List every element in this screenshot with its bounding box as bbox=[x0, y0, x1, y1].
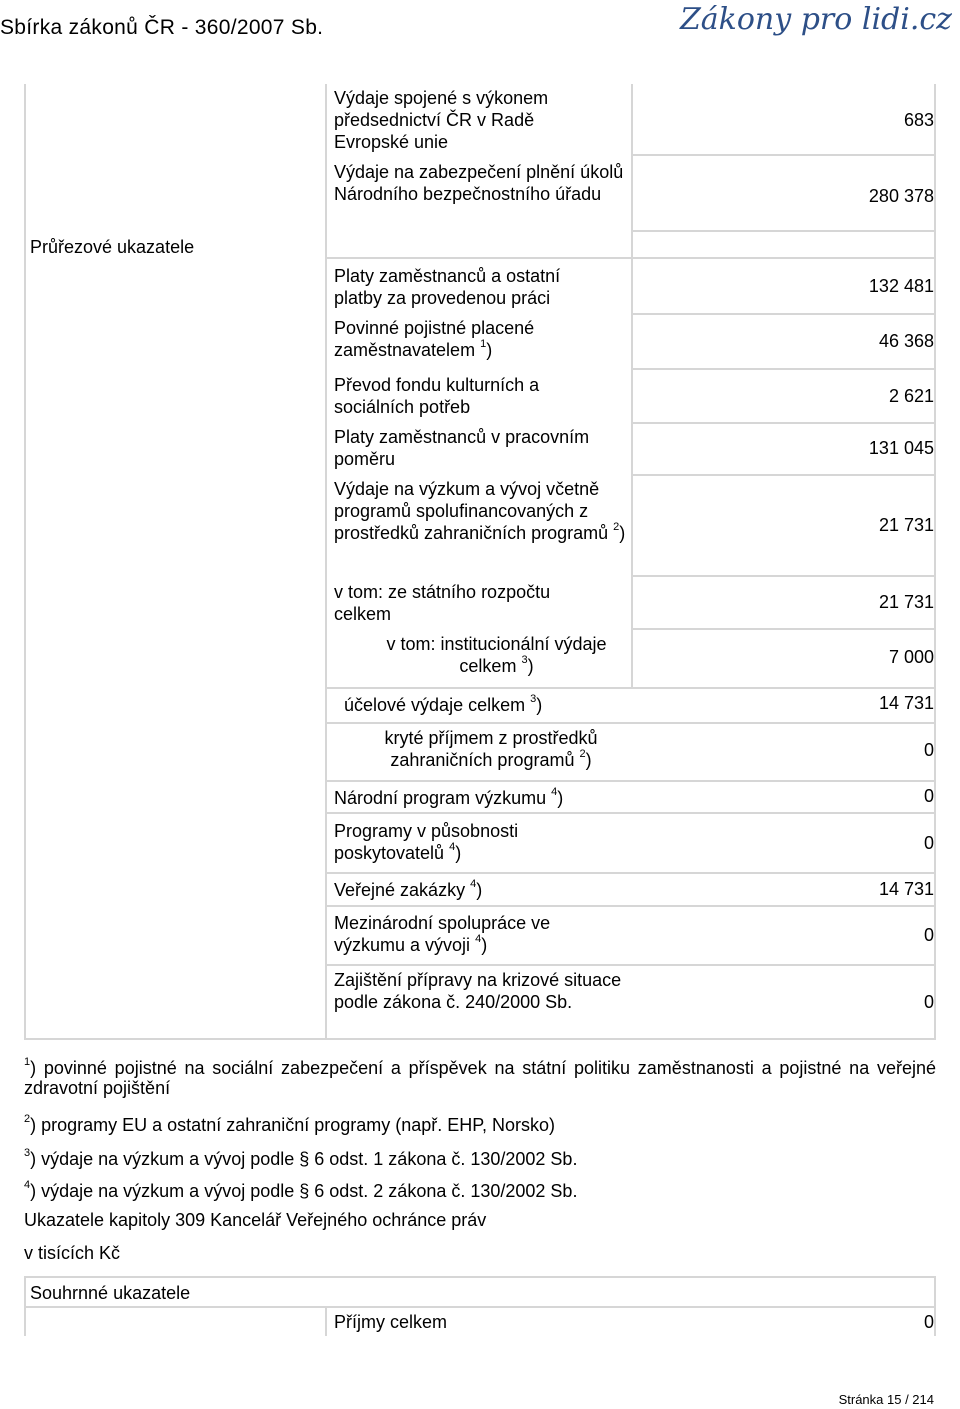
row-label: Příjmy celkem bbox=[334, 1312, 448, 1332]
table-rule bbox=[631, 84, 633, 688]
table-rule bbox=[631, 474, 935, 476]
row-label: v tom: institucionální výdaje celkem $^3$) bbox=[386, 634, 607, 676]
row-value: 0 bbox=[923, 1312, 934, 1332]
row-value: 280 378 bbox=[868, 186, 934, 206]
table-rule bbox=[325, 872, 935, 874]
row-label: Národní program výzkumu $^4$) bbox=[334, 786, 564, 808]
table-rule bbox=[325, 1306, 327, 1336]
row-value: 21 731 bbox=[878, 515, 934, 535]
table-rule bbox=[24, 1276, 936, 1278]
row-label: Zajištění přípravy na krizové situace podle zákona č. 240/2000 Sb. bbox=[334, 970, 622, 1012]
row-value: 2 621 bbox=[888, 386, 934, 406]
row-label: Programy v působnosti poskytovatelů $^4$) bbox=[334, 821, 519, 863]
table-rule bbox=[325, 84, 327, 1040]
table-rule bbox=[631, 575, 935, 577]
table-rule bbox=[325, 812, 935, 814]
row-value: 14 731 bbox=[878, 693, 934, 713]
table-rule bbox=[325, 964, 935, 966]
table-rule bbox=[325, 722, 935, 724]
row-label: Platy zaměstnanců a ostatní platby za provedenou práci bbox=[334, 266, 561, 308]
table-rule bbox=[24, 1276, 26, 1336]
row-label: Mezinárodní spolupráce ve výzkumu a vývoji $^4$) bbox=[334, 913, 551, 955]
row-label: kryté příjmem z prostředků zahraničních programů $^2$) bbox=[384, 728, 598, 770]
row-value: 0 bbox=[923, 786, 934, 806]
row-value: 0 bbox=[923, 925, 934, 945]
row-label: Výdaje na výzkum a vývoj včetně programů spolufinancovaných z prostředků zahraničních programů $^2$) bbox=[334, 479, 626, 543]
section-label: Souhrnné ukazatele bbox=[30, 1283, 191, 1303]
row-value: 46 368 bbox=[878, 331, 934, 351]
table-rule bbox=[631, 313, 935, 315]
row-label: Výdaje spojené s výkonem předsednictví ČR v Radě Evropské unie bbox=[334, 88, 549, 152]
table-rule bbox=[631, 230, 935, 232]
footnote: $^3$) výdaje na výzkum a vývoj podle § 6 odst. 1 zákona č. 130/2002 Sb. bbox=[24, 1147, 578, 1169]
table-rule bbox=[325, 780, 935, 782]
row-value: 0 bbox=[923, 992, 934, 1012]
row-label: Platy zaměstnanců v pracovním poměru bbox=[334, 427, 590, 469]
site-logo[interactable]: Zákony pro lidi.cz bbox=[679, 2, 952, 37]
footnote: $^4$) výdaje na výzkum a vývoj podle § 6 odst. 2 zákona č. 130/2002 Sb. bbox=[24, 1179, 578, 1201]
row-label: Převod fondu kulturních a sociálních potřeb bbox=[334, 375, 540, 417]
row-value: 131 045 bbox=[868, 438, 934, 458]
row-label: Výdaje na zabezpečení plnění úkolů Národního bezpečnostního úřadu bbox=[334, 162, 624, 204]
row-value: 683 bbox=[903, 110, 934, 130]
row-value: 0 bbox=[923, 740, 934, 760]
table-rule bbox=[631, 154, 935, 156]
row-value: 0 bbox=[923, 833, 934, 853]
table-rule bbox=[631, 628, 935, 630]
table-rule bbox=[325, 687, 935, 689]
page-number: Stránka 15 / 214 bbox=[838, 1392, 934, 1407]
page-header bbox=[0, 0, 960, 50]
table-rule bbox=[631, 422, 935, 424]
row-value: 14 731 bbox=[878, 879, 934, 899]
chapter-title: Ukazatele kapitoly 309 Kancelář Veřejného ochránce práv bbox=[24, 1210, 487, 1230]
row-value: 21 731 bbox=[878, 592, 934, 612]
table-rule bbox=[24, 1306, 936, 1308]
table-rule bbox=[325, 905, 935, 907]
table-rule bbox=[934, 1276, 936, 1336]
row-value: 7 000 bbox=[888, 647, 934, 667]
table-rule bbox=[24, 84, 26, 1040]
row-label: účelové výdaje celkem $^3$) bbox=[344, 693, 543, 715]
footnote: $^2$) programy EU a ostatní zahraniční programy (např. EHP, Norsko) bbox=[24, 1113, 555, 1135]
row-label: Veřejné zakázky $^4$) bbox=[334, 878, 483, 900]
table-rule bbox=[631, 368, 935, 370]
row-label: v tom: ze státního rozpočtu celkem bbox=[334, 582, 551, 624]
units-note: v tisících Kč bbox=[24, 1243, 121, 1263]
section-label: Průřezové ukazatele bbox=[30, 237, 195, 257]
footnote: $^1$) povinné pojistné na sociální zabezpečení a příspěvek na státní politiku zaměstnanosti a pojistné na veřejné zdravotní pojištění bbox=[24, 1056, 936, 1098]
table-rule bbox=[24, 1038, 936, 1040]
row-value: 132 481 bbox=[868, 276, 934, 296]
table-rule bbox=[325, 257, 935, 259]
row-label: Povinné pojistné placené zaměstnavatelem $^1$) bbox=[334, 318, 535, 360]
document-title: Sbírka zákonů ČR - 360/2007 Sb. bbox=[0, 16, 324, 39]
table-rule bbox=[934, 84, 936, 1040]
